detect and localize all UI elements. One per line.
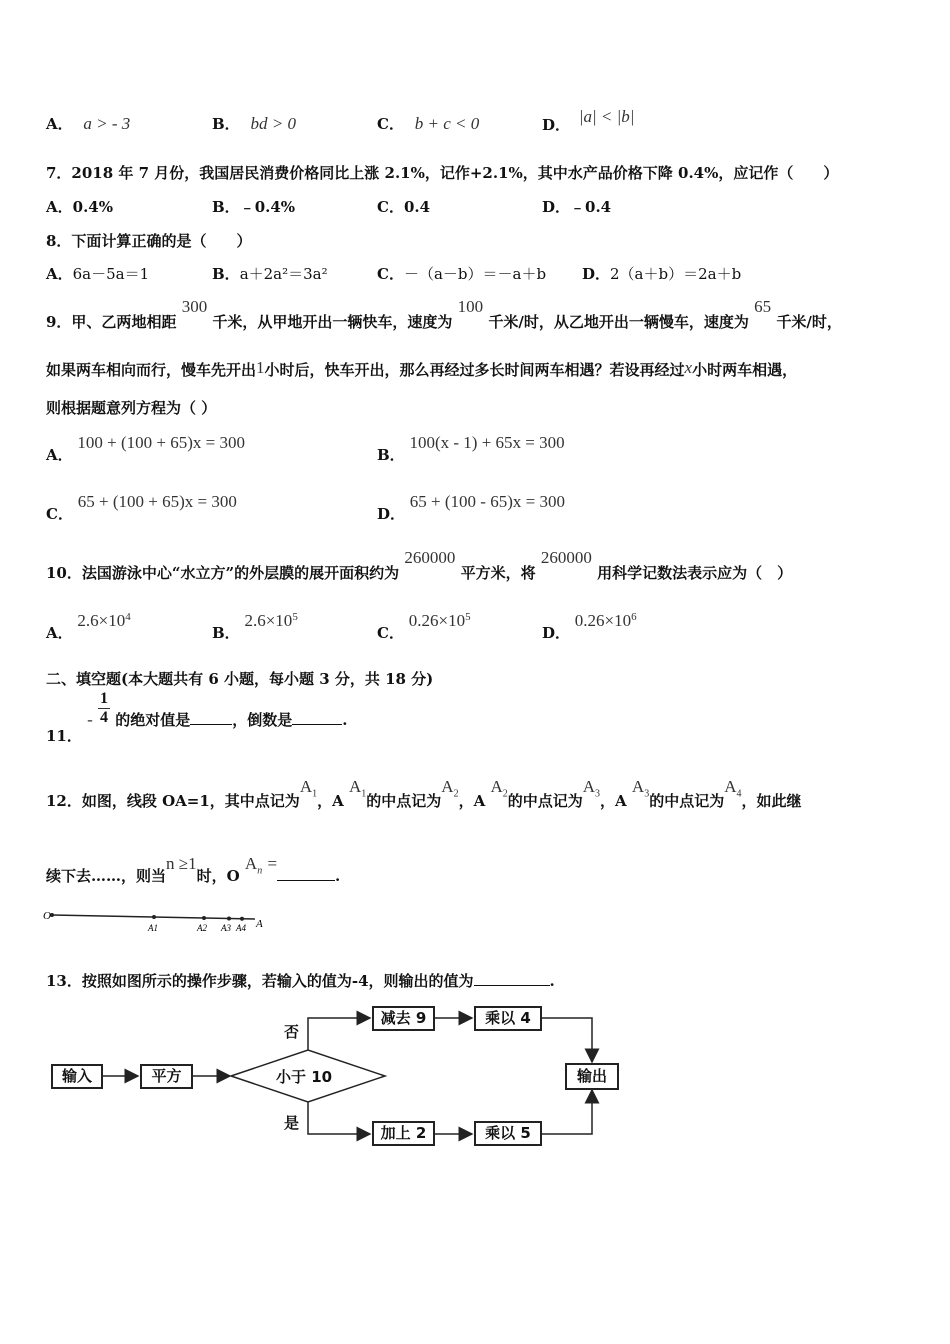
q12-point (441, 777, 459, 800)
point-subscript: 2 (502, 788, 508, 800)
option-base: 0.26×10 (574, 611, 632, 630)
option-label: B． (212, 198, 240, 216)
point-A4-dot (240, 917, 244, 921)
option-label: D． (542, 116, 571, 134)
option-expression: 100 + (100 + 65)x = 300 (77, 433, 246, 452)
q9-head-start: 1 (256, 358, 265, 377)
q6-option-b (212, 113, 296, 134)
option-label: A． (46, 198, 73, 216)
option-label: B． (212, 624, 240, 642)
q12-text: ， (317, 792, 333, 810)
point-A2-dot (202, 916, 206, 920)
q10-option-a (46, 610, 131, 642)
q10-text: 10．法国游泳中心“水立方”的外层膜的展开面积约为 (46, 564, 400, 582)
point-A2-label: A2 (197, 923, 207, 933)
section-heading: 二、填空题(本大题共有 6 小题，每小题 3 分，共 18 分) (46, 670, 434, 688)
q6-option-c (377, 113, 479, 134)
q9-text: 千米，从甲地开出一辆快车，速度为 (212, 313, 453, 331)
q8-option-b (212, 263, 328, 284)
point-letter: A (244, 854, 258, 873)
option-exponent: 5 (465, 611, 471, 623)
q9-option-d (377, 491, 565, 523)
point-letter: A (441, 777, 454, 796)
fraction-numerator: 1 (100, 690, 109, 707)
point-A3-dot (227, 917, 231, 921)
option-expression: 65 + (100 - 65)x = 300 (409, 492, 565, 511)
option-label: C． (46, 505, 73, 523)
option-label: D． (582, 265, 611, 283)
q12-line-1 (46, 776, 802, 810)
option-value: 2（a＋b）＝2a＋b (610, 265, 742, 283)
q8-option-d (582, 263, 741, 284)
option-label: B． (212, 265, 240, 283)
q9-text: 小时后，快车开出，那么再经过多长时间两车相遇？若设再经过 (264, 361, 685, 379)
flow-minus9-box: 减去 9 (372, 1006, 435, 1031)
point-letter: A (582, 777, 596, 796)
point-subscript: 2 (453, 788, 459, 800)
q9-fast-speed: 100 (457, 297, 484, 316)
option-base: 2.6×10 (77, 611, 126, 630)
flow-times5-box: 乘以 5 (474, 1121, 542, 1146)
option-expression: a > - 3 (83, 114, 131, 133)
q9-option-b (377, 432, 565, 464)
q10-option-d (542, 610, 637, 642)
q10-number: 260000 (540, 548, 592, 567)
option-label: A． (46, 446, 73, 464)
q12-point (299, 777, 318, 800)
point-letter: A (299, 777, 313, 796)
q9-distance: 300 (181, 297, 208, 316)
point-subscript: 3 (595, 788, 601, 800)
point-A-label: A (256, 918, 263, 930)
q10-option-c (377, 610, 471, 642)
point-subscript: 4 (736, 788, 742, 800)
point-letter: A (724, 777, 737, 796)
q12-condition: n ≥1 (166, 854, 197, 873)
q10-text: 用科学记数法表示应为（ ） (597, 564, 793, 582)
q12-text: . (335, 867, 341, 885)
option-label: A． (46, 265, 73, 283)
flow-input-box: 输入 (51, 1064, 103, 1089)
option-exponent: 5 (292, 611, 298, 623)
option-value: 0.4% (72, 198, 113, 216)
option-value: ﹣0.4% (239, 198, 296, 216)
arrow-no-branch (308, 1018, 370, 1050)
flow-square-box: 平方 (140, 1064, 193, 1089)
q13-text: 13．按照如图所示的操作步骤，若输入的值为-4，则输出的值为 (46, 972, 474, 990)
answer-blank[interactable] (292, 710, 342, 725)
q9-option-c (46, 491, 237, 523)
option-label: D． (542, 198, 571, 216)
q12-text: 的中点记为 (507, 792, 583, 810)
q11-text: 的绝对值是 (115, 710, 191, 729)
q12-text: ， (600, 792, 616, 810)
q9-slow-speed: 65 (754, 297, 772, 316)
q12-point (724, 777, 742, 800)
q6-option-a (46, 113, 130, 134)
q11-text: ，倒数是 (232, 710, 293, 729)
option-expression: |a| < |b| (578, 107, 635, 126)
answer-blank[interactable] (474, 971, 550, 986)
q9-text: 9．甲、乙两地相距 (46, 313, 177, 331)
q6-option-d (542, 106, 635, 134)
q7-stem: 7．2018 年 7 月份，我国居民消费价格同比上涨 2.1%，记作+2.1%，其中水产品价格下降 0.4%，应记作（ ） (46, 164, 839, 182)
option-exponent: 6 (631, 611, 637, 623)
option-value: a＋2a²＝3a² (239, 265, 328, 283)
option-label: C． (377, 624, 404, 642)
q10-stem (46, 547, 793, 582)
arrow-times4-to-output (542, 1018, 592, 1062)
q9-text: 千米/时， (776, 313, 842, 331)
answer-blank[interactable] (277, 866, 335, 881)
q12-point (490, 777, 508, 800)
option-expression: 65 + (100 + 65)x = 300 (77, 492, 237, 511)
q7-option-a (46, 196, 113, 217)
q9-line-1 (46, 296, 842, 331)
q9-text: 如果两车相向而行，慢车先开出 (46, 361, 257, 379)
option-expression: bd > 0 (250, 114, 296, 133)
q11-text: . (342, 710, 348, 729)
flow-yes-label: 是 (284, 1114, 300, 1132)
option-value: 6a－5a＝1 (72, 265, 150, 283)
fraction-denominator: 4 (100, 709, 109, 726)
q9-text: 小时两车相遇， (692, 361, 798, 379)
q9-line-3: 则根据题意列方程为（ ） (46, 399, 217, 417)
flow-times4-box: 乘以 4 (474, 1006, 542, 1031)
option-label: A． (46, 624, 73, 642)
q11-number: 11． (46, 726, 82, 745)
q10-text: 平方米，将 (460, 564, 536, 582)
flow-condition-label: 小于 10 (276, 1068, 333, 1086)
q12-text: 续下去……，则当 (46, 867, 167, 885)
q12-point (631, 777, 650, 800)
point-letter: A (615, 792, 627, 810)
q9-option-a (46, 432, 246, 464)
q12-text: 的中点记为 (366, 792, 442, 810)
q12-text: ， (458, 792, 474, 810)
point-O-label: O (43, 910, 51, 922)
option-label: B． (377, 446, 405, 464)
q11 (46, 690, 348, 745)
q10-option-b (212, 610, 298, 642)
q8-stem: 8．下面计算正确的是（ ） (46, 232, 252, 250)
arrow-yes-branch (308, 1102, 370, 1134)
flow-plus2-box: 加上 2 (372, 1121, 435, 1146)
option-value: 0.4 (403, 198, 431, 216)
option-label: B． (212, 115, 240, 133)
q7-option-d (542, 196, 611, 217)
point-letter: A (332, 792, 344, 810)
q11-sign: - (87, 709, 93, 729)
option-exponent: 4 (125, 611, 131, 623)
option-label: D． (542, 624, 571, 642)
q9-variable: x (684, 358, 693, 377)
option-label: A． (46, 115, 73, 133)
answer-blank[interactable] (190, 710, 232, 725)
option-base: 0.26×10 (408, 611, 466, 630)
q13-text: . (549, 972, 555, 990)
q12-text: 时，O (196, 867, 240, 885)
q7-option-b (212, 196, 295, 217)
q12-text: 12．如图，线段 OA=1，其中点记为 (46, 792, 300, 810)
arrow-times5-to-output (542, 1090, 592, 1134)
point-A3-label: A3 (221, 923, 231, 933)
point-subscript: 3 (644, 788, 650, 800)
point-A1-dot (152, 915, 156, 919)
q10-number: 260000 (404, 548, 456, 567)
option-value: ﹣0.4 (570, 198, 612, 216)
q9-line-2 (46, 359, 797, 380)
q7-option-c (377, 196, 430, 217)
q12-text: 的中点记为 (649, 792, 725, 810)
q12-point (582, 777, 601, 800)
q12-point (244, 854, 263, 877)
point-subscript: 1 (312, 788, 318, 800)
q8-option-a (46, 263, 149, 284)
option-base: 2.6×10 (244, 611, 293, 630)
flow-no-label: 否 (284, 1023, 300, 1041)
option-label: C． (377, 265, 404, 283)
q13-stem (46, 970, 555, 991)
segment-figure (40, 903, 270, 937)
q11-fraction (98, 690, 110, 727)
option-expression: 100(x - 1) + 65x = 300 (409, 433, 565, 452)
point-letter: A (348, 777, 362, 796)
point-subscript: n (257, 865, 263, 877)
point-letter: A (473, 792, 486, 810)
option-label: C． (377, 115, 404, 133)
point-letter: A (490, 777, 503, 796)
option-label: D． (377, 505, 406, 523)
option-expression: b + c < 0 (414, 114, 480, 133)
q12-equals: = (267, 854, 278, 873)
q12-point (348, 777, 367, 800)
q12-line-2 (46, 853, 341, 885)
q8-option-c (377, 263, 546, 284)
point-A4-label: A4 (236, 923, 246, 933)
option-label: C． (377, 198, 404, 216)
point-letter: A (631, 777, 645, 796)
flow-output-box: 输出 (565, 1063, 619, 1090)
q12-text: ，如此继 (741, 792, 802, 810)
point-subscript: 1 (361, 788, 367, 800)
point-A1-label: A1 (148, 923, 158, 933)
option-value: －（a－b）＝－a＋b (403, 265, 547, 283)
q9-text: 千米/时，从乙地开出一辆慢车，速度为 (488, 313, 749, 331)
